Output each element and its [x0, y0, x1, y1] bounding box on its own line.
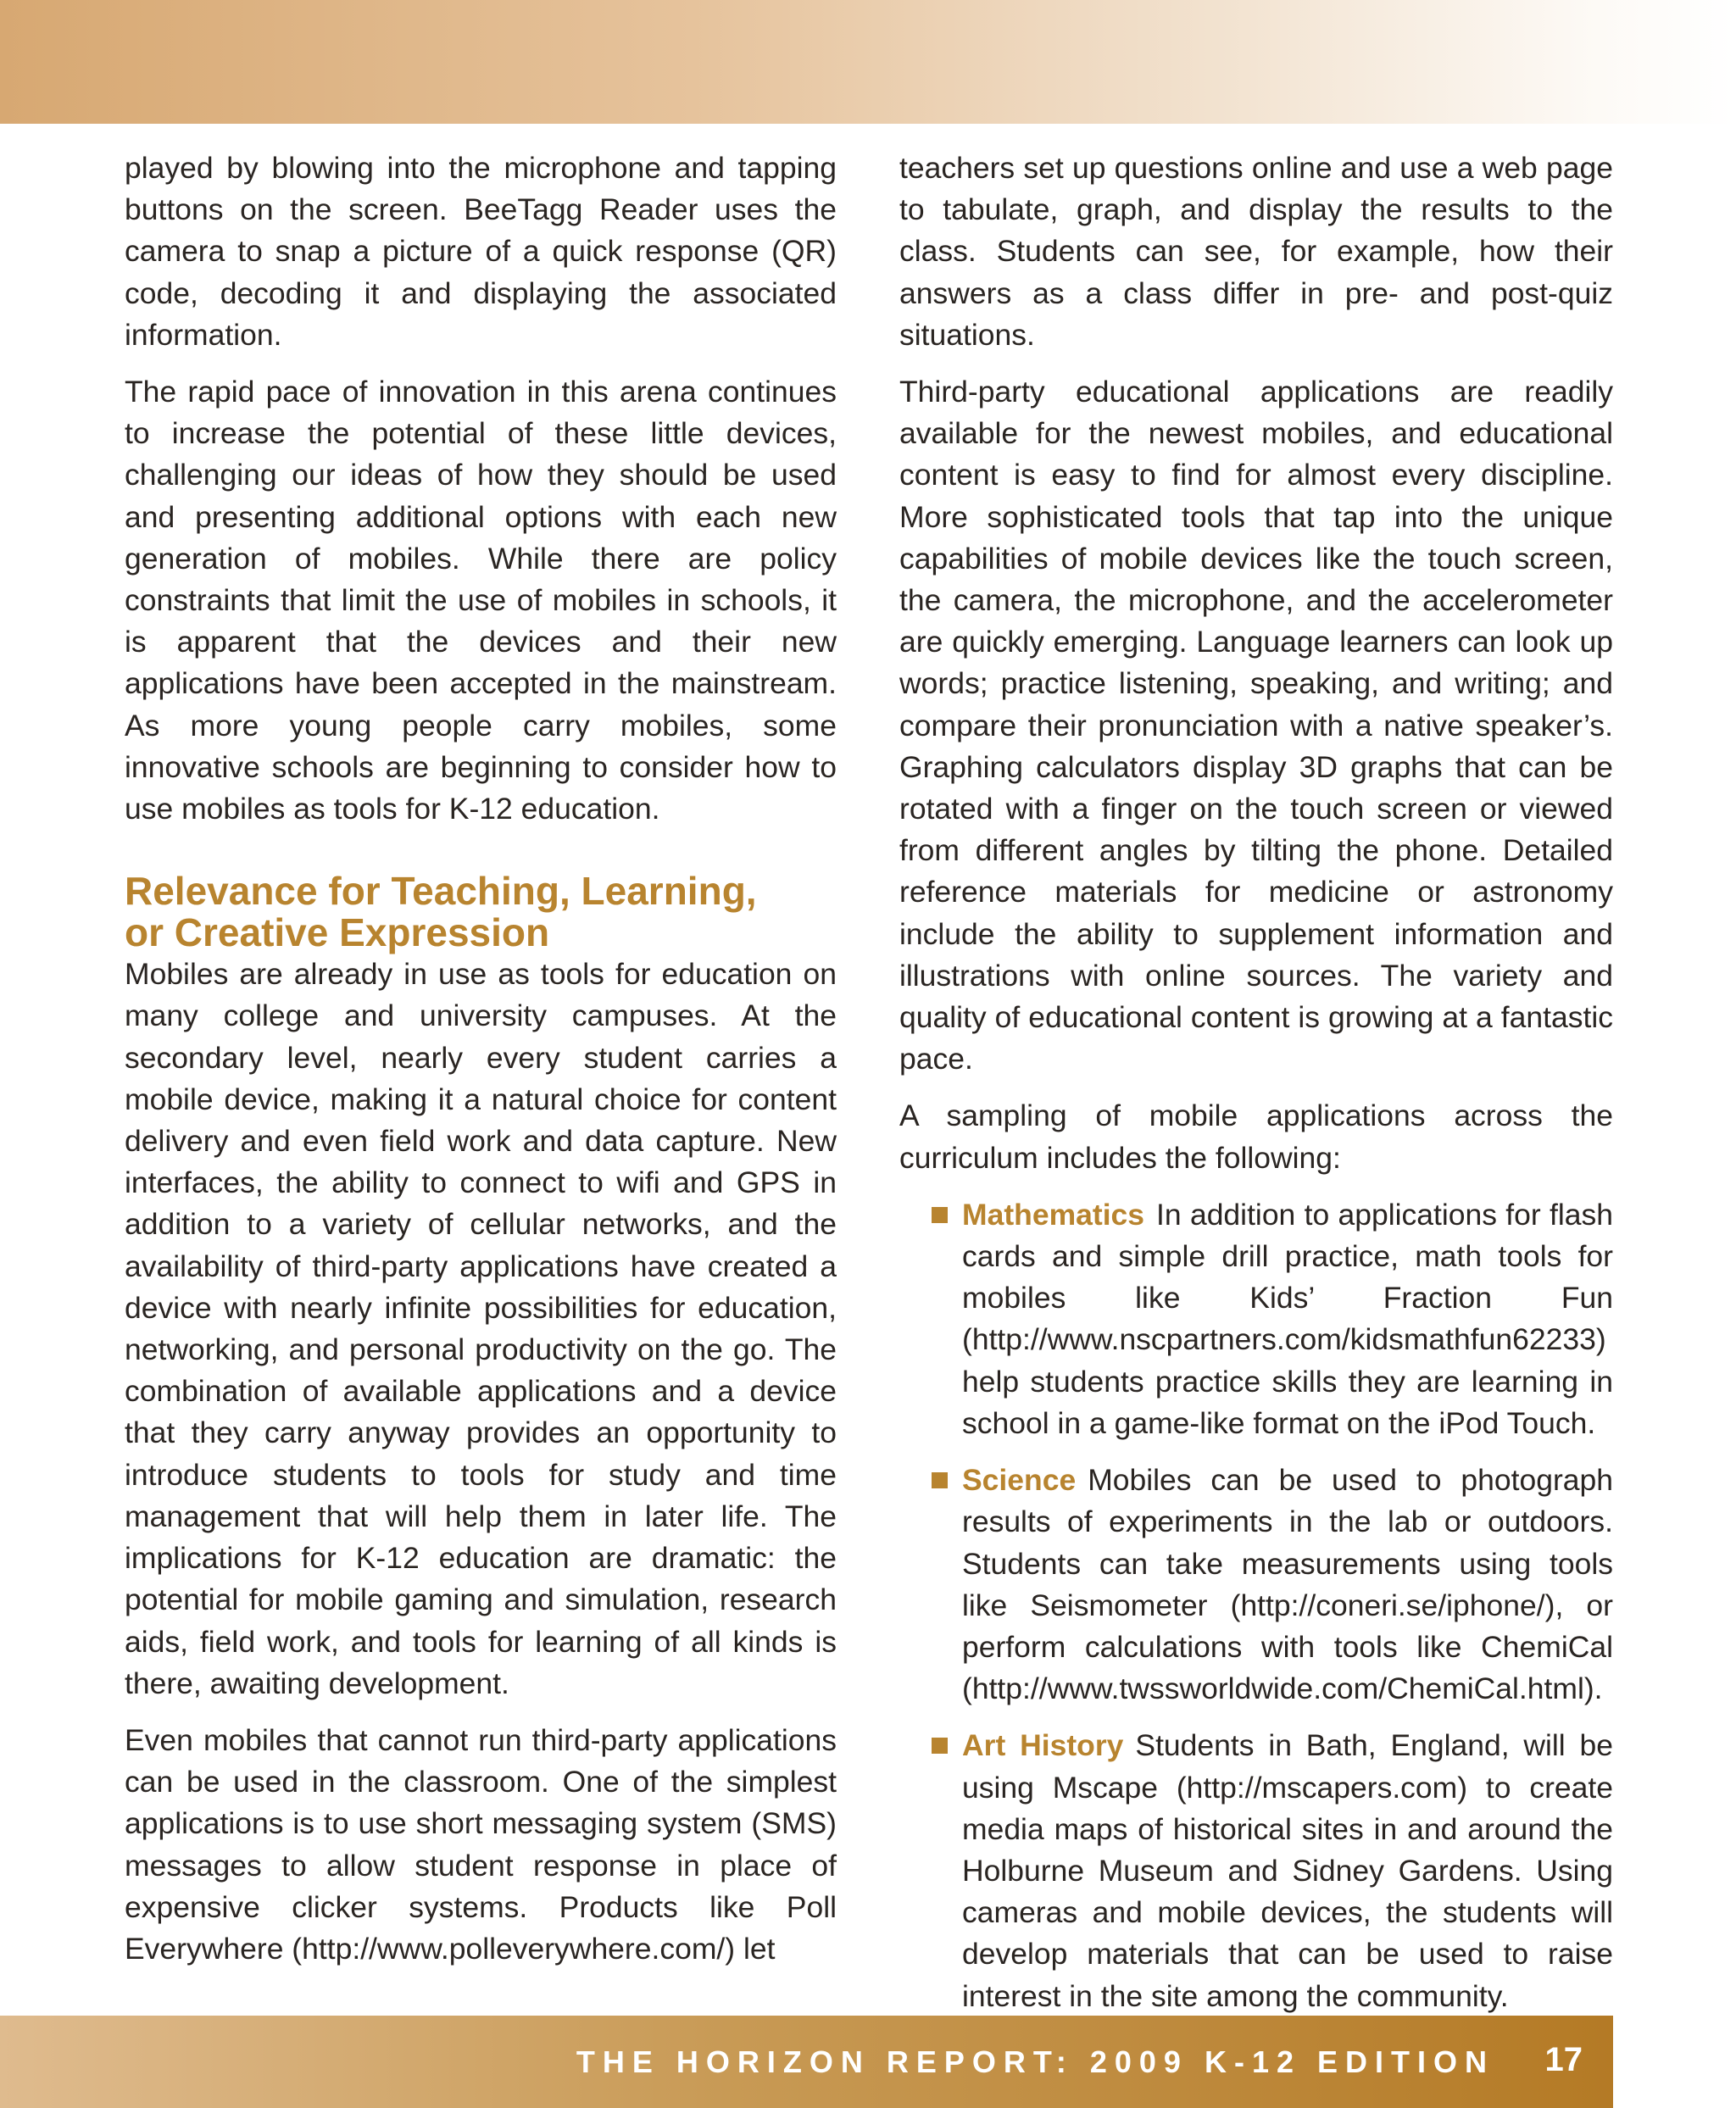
- list-item-science: [899, 1460, 1613, 1710]
- bullet-term: Mathematics: [962, 1197, 1145, 1232]
- left-paragraph-3: Mobiles are already in use as tools for education on many college and university campuses. At the secondary level, nearly every student carries a mobile device, making it a natural choice for content delivery and even field work and data capture. New interfaces, the ability to connect to wifi and GPS in addition to a variety of cellular networks, and the availability of third-party applications have created a device with nearly infinite possibilities for education, networking, and personal productivity on the go. The combination of available applications and a device that they carry anyway provides an opportunity to introduce students to tools for study and time management that will help them in later life. The implications for K-12 education are dramatic: the potential for mobile gaming and simulation, research aids, field work, and tools for learning of all kinds is there, awaiting development.: [125, 957, 837, 1700]
- left-paragraph-1: played by blowing into the microphone and tapping buttons on the screen. BeeTagg Reader uses the camera to snap a picture of a quick response (QR) code, decoding it and displaying the associated information.: [125, 151, 837, 352]
- section-heading: [125, 870, 837, 954]
- section-heading-line-1: Relevance for Teaching, Learning,: [125, 869, 757, 914]
- applications-list: [899, 1194, 1613, 2017]
- left-paragraph-4: Even mobiles that cannot run third-party applications can be used in the classroom. One of the simplest applications is to use short messaging system (SMS) messages to allow student response in place of expensive clicker systems. Products like Poll Everywhere (http://www.polleverywhere.com/) let: [125, 1722, 837, 1966]
- section-heading-line-2: or Creative Expression: [125, 910, 550, 955]
- list-item-mathematics: [899, 1194, 1613, 1444]
- footer-report-title: THE HORIZON REPORT: 2009 K-12 EDITION: [576, 2044, 1494, 2079]
- right-paragraph-2: Third-party educational applications are readily available for the newest mobiles, and educational content is easy to find for almost every discipline. More sophisticated tools that tap into the unique capabilities of mobile devices like the touch screen, the camera, the microphone, and the accelerometer are quickly emerging. Language learners can look up words; practice listening, speaking, and writing; and compare their pronunciation with a native speaker’s. Graphing calculators display 3D graphs that can be rotated with a finger on the touch screen or viewed from different angles by tilting the phone. Detailed reference materials for medicine or astronomy include the ability to supplement information and illustrations with online sources. The variety and quality of educational content is growing at a fantastic pace.: [899, 375, 1613, 1076]
- footer-band: [0, 2016, 1613, 2108]
- bullet-term: Art History: [962, 1728, 1124, 1763]
- bullet-term: Science: [962, 1463, 1077, 1498]
- square-bullet-icon: [932, 1472, 948, 1488]
- square-bullet-icon: [932, 1207, 948, 1223]
- left-column: [125, 147, 837, 1985]
- square-bullet-icon: [932, 1738, 948, 1754]
- list-item-art-history: [899, 1725, 1613, 2016]
- bullet-text: Mobiles can be used to photograph results of experiments in the lab or outdoors. Students can take measurements using tools like Seismometer (http://coneri.se/iphone/), or perform calculations with tools like ChemiCal (http://www.twssworldwide.com/ChemiCal.html).: [962, 1463, 1613, 1706]
- right-paragraph-1: teachers set up questions online and use a web page to tabulate, graph, and display the results to the class. Students can see, for example, how their answers as a class differ in pre- and post-quiz situations.: [899, 151, 1613, 352]
- left-paragraph-2: The rapid pace of innovation in this arena continues to increase the potential of these little devices, challenging our ideas of how they should be used and presenting additional options with each new generation of mobiles. While there are policy constraints that limit the use of mobiles in schools, it is apparent that the devices and their new applications have been accepted in the mainstream. As more young people carry mobiles, some innovative schools are beginning to consider how to use mobiles as tools for K-12 education.: [125, 375, 837, 826]
- bullet-text: In addition to applications for flash cards and simple drill practice, math tools for mobiles like Kids’ Fraction Fun (http://www.nscpartners.com/kidsmathfun62233) help students practice skills they are learning in school in a game-like format on the iPod Touch.: [962, 1197, 1613, 1440]
- page-number: 17: [1544, 2041, 1583, 2078]
- right-paragraph-3: A sampling of mobile applications across the curriculum includes the following:: [899, 1098, 1613, 1175]
- right-column: [899, 147, 1613, 2033]
- bullet-text: Students in Bath, England, will be using Mscape (http://mscapers.com) to create media maps of historical sites in and around the Holburne Museum and Sidney Gardens. Using cameras and mobile devices, the students will develop materials that can be used to raise interest in the site among the community.: [962, 1728, 1613, 2013]
- header-decorative-band: [0, 0, 1736, 124]
